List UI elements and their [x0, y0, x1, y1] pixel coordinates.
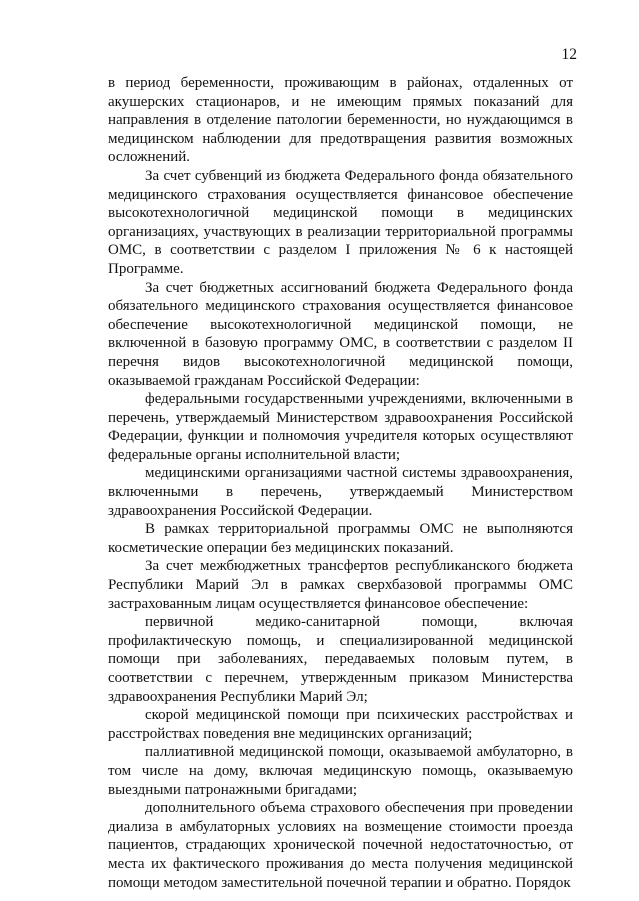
- paragraph: скорой медицинской помощи при психических расстройствах и расстройствах поведения вне медицинских организаций;: [108, 707, 573, 742]
- paragraph: За счет межбюджетных трансфертов республиканского бюджета Республики Марий Эл в рамках сверхбазовой программы ОМС застрахованным лицам осуществляется финансовое обеспечение:: [108, 558, 573, 612]
- paragraph: в период беременности, проживающим в районах, отдаленных от акушерских стационаров, и не имеющим прямых показаний для направления в отделение патологии беременности, но нуждающимся в медицинском наблюдении для предотвращения развития возможных осложнений.: [108, 75, 573, 166]
- paragraph: паллиативной медицинской помощи, оказываемой амбулаторно, в том числе на дому, включая медицинскую помощь, оказываемую выездными патронажными бригадами;: [108, 744, 573, 798]
- paragraph: дополнительного объема страхового обеспечения при проведении диализа в амбулаторных условиях на возмещение стоимости проезда пациентов, страдающих хронической почечной недостаточностью, от места их фактического проживания до места получения медицинской помощи методом заместительной почечной терапии и обратно. Порядок: [108, 800, 573, 891]
- paragraph: медицинскими организациями частной системы здравоохранения, включенными в перечень, утверждаемый Министерством здравоохранения Российской Федерации.: [108, 465, 573, 519]
- paragraph: федеральными государственными учреждениями, включенными в перечень, утверждаемый Министерством здравоохранения Российской Федерации, функции и полномочия учредителя которых осуществляют федеральные органы исполнительной власти;: [108, 391, 573, 463]
- paragraph: За счет бюджетных ассигнований бюджета Федерального фонда обязательного медицинского страхования осуществляется финансовое обеспечение высокотехнологичной медицинской помощи, не включенной в базовую программу ОМС, в соответствии с разделом II перечня видов высокотехнологичной медицинской помощи, оказываемой гражданам Российской Федерации:: [108, 279, 573, 389]
- page-number: 12: [561, 46, 577, 63]
- paragraph: За счет субвенций из бюджета Федерального фонда обязательного медицинского страхования осуществляется финансовое обеспечение высокотехнологичной медицинской помощи в медицинских организациях, участвующих в реализации территориальной программы ОМС, в соответствии с разделом I приложения № 6 к настоящей Программе.: [108, 167, 573, 277]
- paragraph: первичной медико-санитарной помощи, включая профилактическую помощь, и специализированной медицинской помощи при заболеваниях, передаваемых половым путем, в соответствии с перечнем, утвержденным приказом Министерства здравоохранения Республики Марий Эл;: [108, 614, 573, 705]
- document-body: [108, 74, 573, 892]
- paragraph: В рамках территориальной программы ОМС не выполняются косметические операции без медицинских показаний.: [108, 521, 573, 556]
